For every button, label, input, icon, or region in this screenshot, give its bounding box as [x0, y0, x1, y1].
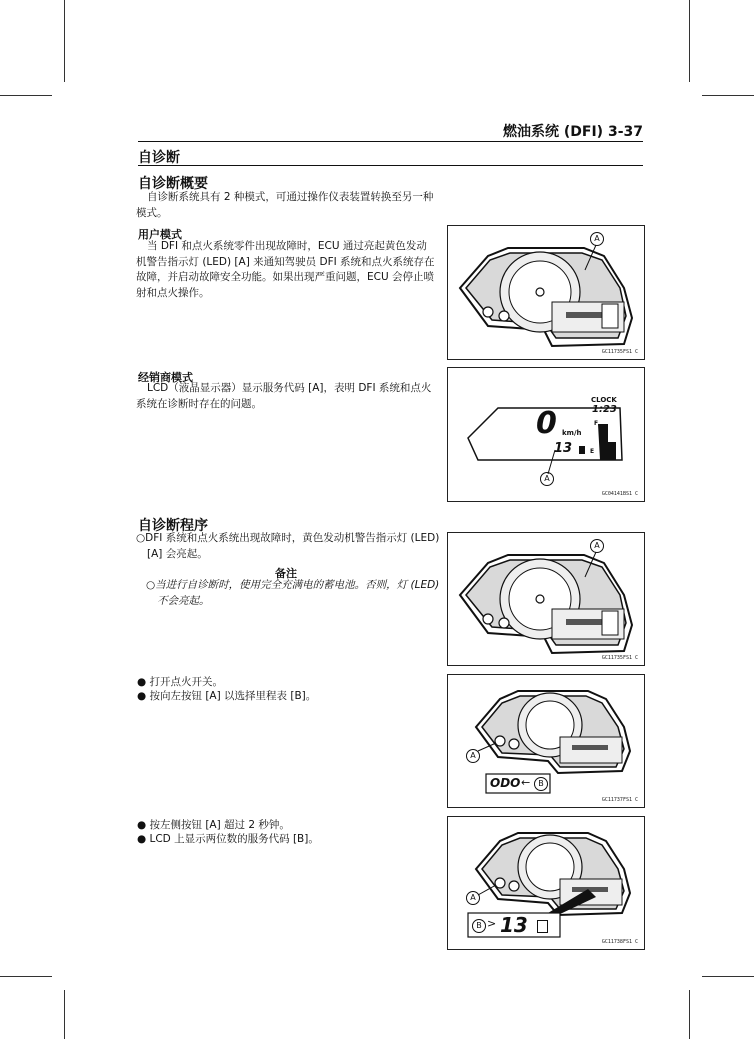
fuel-f-label: F — [594, 420, 599, 427]
figure-odo-select — [447, 674, 645, 808]
procedure-item-1: ○DFI 系统和点火系统出现故障时，黄色发动机警告指示灯 (LED) [A] 会亮起。 — [136, 532, 440, 560]
crop-mark — [64, 0, 65, 82]
figure-code: GC11735FS1 C — [601, 655, 638, 661]
fuel-icon — [537, 920, 548, 933]
user-mode-heading: 用户模式 — [138, 228, 182, 241]
arrow-left-icon: ← — [521, 776, 531, 789]
figure-code: GC04141BS1 C — [601, 491, 638, 497]
crop-mark — [702, 976, 754, 977]
note-text: ○当进行自诊断时，使用完全充满电的蓄电池。否则，灯 (LED) 不会亮起。 — [146, 579, 440, 607]
figure-code: GC11737FS1 C — [601, 797, 638, 803]
dealer-mode-text: LCD（液晶显示器）显示服务代码 [A]，表明 DFI 系统和点火系统在诊断时存在的问题。 — [136, 382, 432, 410]
crop-mark — [689, 0, 690, 82]
speed-value: 0 — [536, 406, 557, 441]
service-code-value: 13 — [500, 913, 528, 937]
note-title: 备注 — [275, 567, 297, 580]
figure-meter-led — [447, 225, 645, 360]
label-a-marker: A — [590, 539, 604, 553]
figure-service-code-display — [447, 816, 645, 950]
figure-lcd-service-code — [447, 367, 645, 502]
meter-illustration — [448, 533, 644, 665]
header-rule — [138, 141, 643, 142]
dealer-mode-heading: 经销商模式 — [138, 371, 193, 384]
label-a-marker: A — [540, 472, 554, 486]
bullet-select-odo: ● 按向左按钮 [A] 以选择里程表 [B]。 — [137, 690, 317, 702]
figure-code: GC11738FS1 C — [601, 939, 638, 945]
clock-time: 1:23 — [592, 404, 617, 415]
meter-illustration — [448, 226, 644, 359]
label-b-marker: B — [472, 919, 486, 933]
overview-heading: 自诊断概要 — [138, 176, 208, 192]
label-a-marker: A — [590, 232, 604, 246]
section-rule — [138, 165, 643, 166]
fuel-e-label: E — [590, 448, 595, 455]
figure-code: GC11735FS1 C — [601, 349, 638, 355]
label-b-marker: B — [534, 777, 548, 791]
arrow-right-icon: > — [487, 917, 497, 930]
figure-meter-led-2 — [447, 532, 645, 666]
bullet-lcd-code: ● LCD 上显示两位数的服务代码 [B]。 — [137, 833, 319, 845]
clock-label: CLOCK — [591, 396, 617, 404]
odo-readout: ODO — [490, 776, 521, 790]
page-header: 燃油系统 (DFI) 3-37 — [503, 124, 643, 140]
bullet-ignition: ● 打开点火开关。 — [137, 676, 223, 688]
fuel-icon — [579, 446, 585, 454]
service-code-value: 13 — [554, 441, 573, 456]
bullet-press-left: ● 按左侧按钮 [A] 超过 2 秒钟。 — [137, 819, 290, 831]
label-a-marker: A — [466, 749, 480, 763]
speed-unit: km/h — [562, 429, 582, 437]
crop-mark — [0, 95, 52, 96]
overview-text: 自诊断系统具有 2 种模式，可通过操作仪表装置转换至另一种模式。 — [136, 191, 434, 219]
label-a-marker: A — [466, 891, 480, 905]
procedure-heading: 自诊断程序 — [138, 518, 208, 534]
crop-mark — [0, 976, 52, 977]
section-title: 自诊断 — [138, 150, 180, 166]
user-mode-text: 当 DFI 和点火系统零件出现故障时，ECU 通过亮起黄色发动机警告指示灯 (LED) [A] 来通知驾驶员 DFI 系统和点火系统存在故障，并启动故障安全功能。如果出现严重问题，ECU 会停止喷射和点火操作。 — [136, 240, 435, 299]
crop-mark — [689, 990, 690, 1039]
crop-mark — [702, 95, 754, 96]
crop-mark — [64, 990, 65, 1039]
